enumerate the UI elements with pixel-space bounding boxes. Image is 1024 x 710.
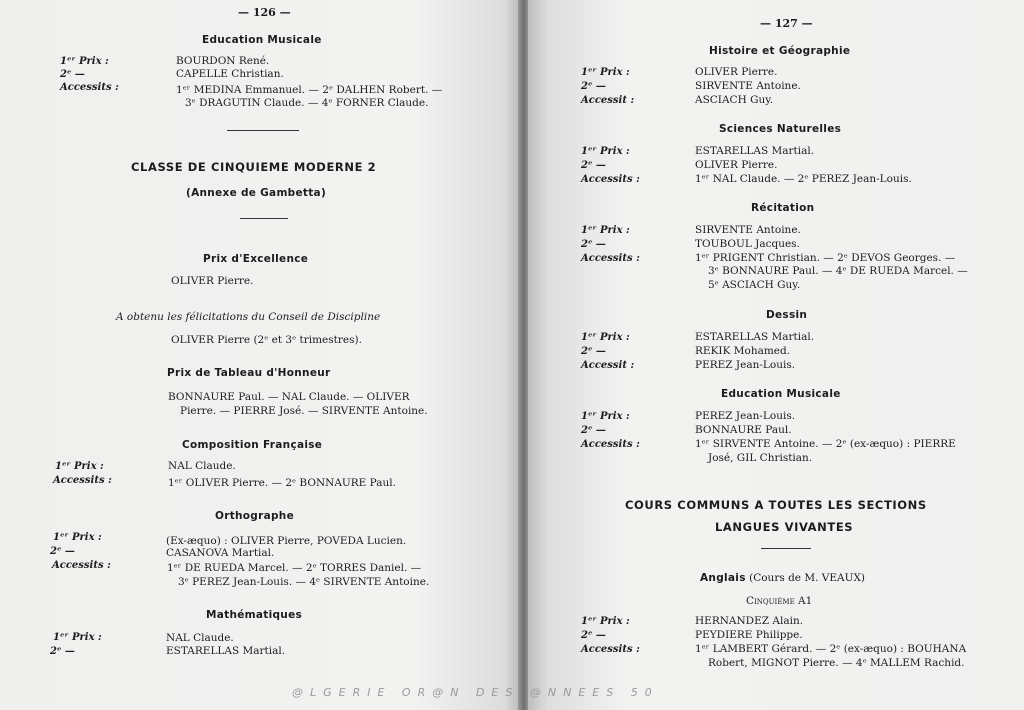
prize-label: 2ᵉ —	[581, 346, 606, 357]
section-title: Education Musicale	[721, 388, 841, 400]
prize-label: Accessits :	[581, 439, 640, 450]
prize-winner: SIRVENTE Antoine.	[695, 224, 801, 236]
class-title: CLASSE DE CINQUIEME MODERNE 2	[131, 160, 377, 174]
prize-label: 1ᵉʳ Prix :	[581, 67, 630, 78]
divider	[761, 548, 811, 549]
prize-winner: 1ᵉʳ LAMBERT Gérard. — 2ᵉ (ex-æquo) : BOUHANA	[695, 643, 967, 655]
prize-winner: (Ex-æquo) : OLIVER Pierre, POVEDA Lucien.	[166, 535, 407, 547]
prize-label: Accessits :	[581, 174, 640, 185]
class-subtitle: (Annexe de Gambetta)	[186, 187, 327, 199]
prize-label: 1ᵉʳ Prix :	[581, 616, 630, 627]
subsection-title: Cinquième A1	[746, 595, 813, 607]
divider	[240, 218, 288, 219]
prize-label: 1ᵉʳ Prix :	[581, 225, 630, 236]
prize-label: Accessits :	[581, 644, 640, 655]
prize-winner: TOUBOUL Jacques.	[695, 238, 800, 250]
prize-winner: 3ᵉ DRAGUTIN Claude. — 4ᵉ FORNER Claude.	[185, 97, 429, 109]
prize-label: Accessits :	[60, 82, 119, 93]
prize-winner: 1ᵉʳ MEDINA Emmanuel. — 2ᵉ DALHEN Robert. —	[176, 84, 443, 96]
section-title: Dessin	[766, 309, 808, 321]
prize-label: 1ᵉʳ Prix :	[53, 632, 102, 643]
section-title: Orthographe	[215, 510, 295, 522]
section-title: Composition Française	[182, 439, 323, 451]
prize-label: 2ᵉ —	[581, 425, 606, 436]
prize-winner: OLIVER Pierre (2ᵉ et 3ᵉ trimestres).	[171, 334, 362, 346]
prize-label: Accessits :	[52, 560, 111, 571]
prize-winner: ASCIACH Guy.	[695, 94, 774, 106]
section-title: Education Musicale	[202, 34, 322, 46]
prize-winner: OLIVER Pierre.	[695, 159, 778, 171]
section-title: Récitation	[751, 202, 815, 214]
section-title: Mathématiques	[206, 609, 303, 621]
prize-winner: NAL Claude.	[168, 460, 236, 472]
page-number: — 126 —	[238, 6, 291, 19]
prize-winner: BONNAURE Paul. — NAL Claude. — OLIVER	[168, 391, 410, 403]
prize-winner: SIRVENTE Antoine.	[695, 80, 801, 92]
prize-label: 1ᵉʳ Prix :	[60, 56, 109, 67]
prize-winner: REKIK Mohamed.	[695, 345, 791, 357]
prize-winner: OLIVER Pierre.	[695, 66, 778, 78]
prize-winner: 1ᵉʳ OLIVER Pierre. — 2ᵉ BONNAURE Paul.	[168, 477, 396, 489]
prize-winner: HERNANDEZ Alain.	[695, 615, 804, 627]
divider	[227, 130, 299, 131]
section-title: A obtenu les félicitations du Conseil de Discipline	[116, 311, 381, 323]
prize-label: 2ᵉ —	[581, 630, 606, 641]
prize-label: 1ᵉʳ Prix :	[581, 411, 630, 422]
prize-label: 2ᵉ —	[581, 239, 606, 250]
prize-label: Accessits :	[581, 253, 640, 264]
prize-winner: 1ᵉʳ SIRVENTE Antoine. — 2ᵉ (ex-æquo) : PIERRE	[695, 438, 956, 450]
section-heading: COURS COMMUNS A TOUTES LES SECTIONS	[625, 498, 927, 512]
prize-winner: ESTARELLAS Martial.	[695, 145, 815, 157]
prize-label: Accessit :	[581, 360, 635, 371]
prize-winner: 3ᵉ BONNAURE Paul. — 4ᵉ DE RUEDA Marcel. —	[708, 265, 968, 277]
prize-label: 1ᵉʳ Prix :	[581, 332, 630, 343]
watermark: @LGERIE OR@N DES @NNEES 50	[292, 686, 659, 699]
prize-winner: ESTARELLAS Martial.	[695, 331, 815, 343]
prize-label: 2ᵉ —	[50, 646, 75, 657]
prize-label: 2ᵉ —	[50, 546, 75, 557]
prize-label: Accessits :	[53, 475, 112, 486]
prize-winner: PEREZ Jean-Louis.	[695, 359, 796, 371]
prize-winner: CAPELLE Christian.	[176, 68, 284, 80]
section-title: Prix d'Excellence	[203, 253, 309, 265]
prize-winner: 1ᵉʳ NAL Claude. — 2ᵉ PEREZ Jean-Louis.	[695, 173, 912, 185]
section-heading: LANGUES VIVANTES	[715, 520, 854, 534]
prize-winner: PEYDIERE Philippe.	[695, 629, 803, 641]
prize-winner: Pierre. — PIERRE José. — SIRVENTE Antoine.	[180, 405, 428, 417]
right-page	[528, 0, 1024, 710]
prize-label: 2ᵉ —	[581, 160, 606, 171]
section-title: Sciences Naturelles	[719, 123, 842, 135]
prize-winner: CASANOVA Martial.	[166, 547, 275, 559]
section-title	[700, 572, 865, 585]
prize-winner: BONNAURE Paul.	[695, 424, 792, 436]
prize-winner: OLIVER Pierre.	[171, 275, 254, 287]
page-number: — 127 —	[760, 17, 813, 30]
prize-winner: ESTARELLAS Martial.	[166, 645, 286, 657]
prize-label: 1ᵉʳ Prix :	[581, 146, 630, 157]
prize-winner: 5ᵉ ASCIACH Guy.	[708, 279, 801, 291]
section-title: Prix de Tableau d'Honneur	[167, 367, 331, 379]
prize-label: 1ᵉʳ Prix :	[55, 461, 104, 472]
teacher-note: (Cours de M. VEAUX)	[749, 572, 866, 584]
prize-winner: Robert, MIGNOT Pierre. — 4ᵉ MALLEM Rachid.	[708, 657, 965, 669]
prize-label: 1ᵉʳ Prix :	[53, 532, 102, 543]
prize-label: 2ᵉ —	[60, 69, 85, 80]
prize-winner: NAL Claude.	[166, 632, 234, 644]
prize-winner: José, GIL Christian.	[708, 452, 813, 464]
prize-label: 2ᵉ —	[581, 81, 606, 92]
prize-winner: 1ᵉʳ PRIGENT Christian. — 2ᵉ DEVOS Georges. —	[695, 252, 956, 264]
prize-winner: PEREZ Jean-Louis.	[695, 410, 796, 422]
prize-winner: BOURDON René.	[176, 55, 270, 67]
prize-label: Accessit :	[581, 95, 635, 106]
section-title: Histoire et Géographie	[709, 45, 851, 57]
prize-winner: 3ᵉ PEREZ Jean-Louis. — 4ᵉ SIRVENTE Antoine.	[178, 576, 430, 588]
subject-name: Anglais	[700, 572, 746, 584]
prize-winner: 1ᵉʳ DE RUEDA Marcel. — 2ᵉ TORRES Daniel. —	[167, 562, 422, 574]
